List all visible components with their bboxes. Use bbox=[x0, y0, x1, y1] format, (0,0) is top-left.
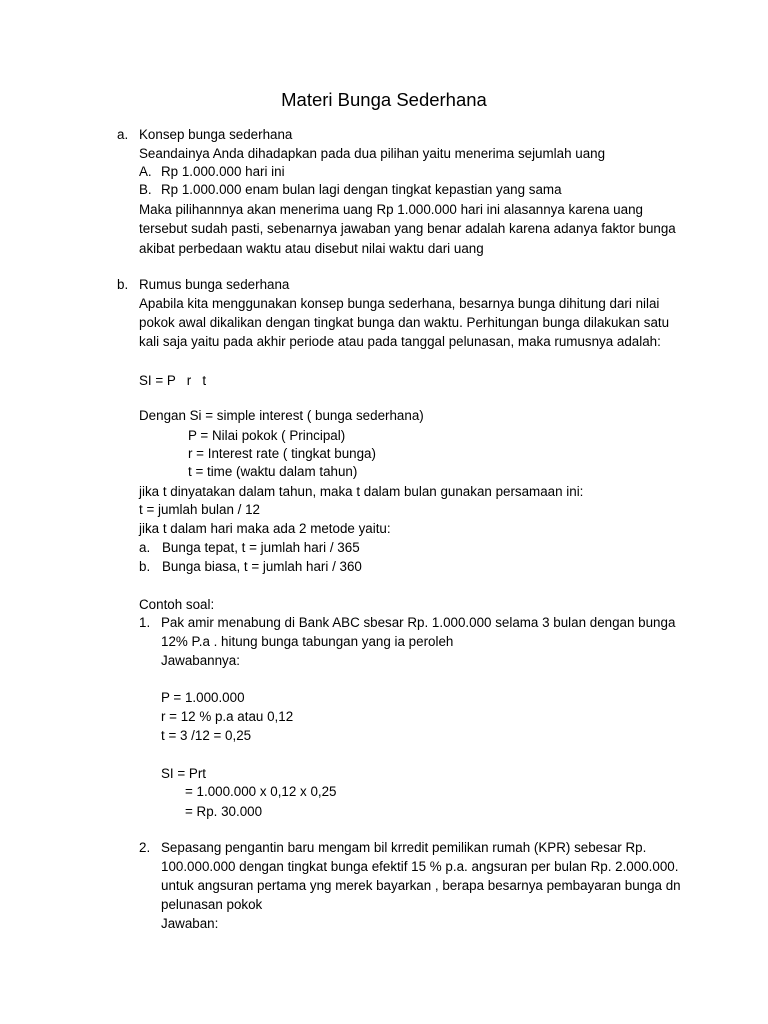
example-2-line: pelunasan pokok bbox=[161, 897, 263, 912]
method-a-text: Bunga tepat, t = jumlah hari / 365 bbox=[162, 540, 360, 555]
section-a-paragraph-line: tersebut sudah pasti, sebenarnya jawaban yang benar adalah karena adanya faktor bunga bbox=[139, 221, 676, 236]
option-a-text: Rp 1.000.000 hari ini bbox=[161, 164, 285, 179]
definition-t: t = time (waktu dalam tahun) bbox=[188, 464, 358, 479]
example-2-line: untuk angsuran pertama yng merek bayarkan , berapa besarnya pembayaran bunga dn bbox=[161, 878, 681, 893]
example-2-line: Sepasang pengantin baru mengam bil krredit pemilikan rumah (KPR) sebesar Rp. bbox=[161, 840, 647, 855]
option-a-marker: A. bbox=[139, 164, 152, 179]
calc-result: = Rp. 30.000 bbox=[185, 804, 263, 819]
definition-p: P = Nilai pokok ( Principal) bbox=[188, 428, 346, 443]
section-a-intro: Seandainya Anda dihadapkan pada dua pilihan yaitu menerima sejumlah uang bbox=[139, 146, 606, 161]
method-a-marker: a. bbox=[139, 540, 151, 555]
formula: SI = P r t bbox=[139, 373, 207, 388]
example-1-answer-label: Jawabannya: bbox=[161, 653, 240, 668]
section-b-paragraph-line: pokok awal dikalikan dengan tingkat bunga dan waktu. Perhitungan bunga dilakukan satu bbox=[139, 315, 670, 330]
given-t: t = 3 /12 = 0,25 bbox=[161, 728, 252, 743]
method-b-text: Bunga biasa, t = jumlah hari / 360 bbox=[162, 559, 362, 574]
section-a-heading: Konsep bunga sederhana bbox=[139, 127, 293, 142]
months-note: jika t dinyatakan dalam tahun, maka t dalam bulan gunakan persamaan ini: bbox=[139, 484, 584, 499]
section-b-heading: Rumus bunga sederhana bbox=[139, 277, 290, 292]
option-b-marker: B. bbox=[139, 182, 152, 197]
definition-si: Dengan Si = simple interest ( bunga sederhana) bbox=[139, 408, 424, 423]
method-b-marker: b. bbox=[139, 559, 151, 574]
section-a-paragraph-line: Maka pilihannnya akan menerima uang Rp 1.000.000 hari ini alasannya karena uang bbox=[139, 202, 643, 217]
example-1-marker: 1. bbox=[139, 615, 151, 630]
given-r: r = 12 % p.a atau 0,12 bbox=[161, 709, 294, 724]
section-a-marker: a. bbox=[117, 127, 129, 142]
days-note: jika t dalam hari maka ada 2 metode yaitu: bbox=[139, 521, 391, 536]
section-b-paragraph-line: Apabila kita menggunakan konsep bunga sederhana, besarnya bunga dihitung dari nilai bbox=[139, 296, 660, 311]
option-b-text: Rp 1.000.000 enam bulan lagi dengan tingkat kepastian yang sama bbox=[161, 182, 562, 197]
section-a-paragraph-line: akibat perbedaan waktu atau disebut nilai waktu dari uang bbox=[139, 241, 484, 256]
section-b-paragraph-line: kali saja yaitu pada akhir periode atau pada tanggal pelunasan, maka rumusnya adalah: bbox=[139, 334, 661, 349]
example-1-line: 12% P.a . hitung bunga tabungan yang ia peroleh bbox=[161, 634, 454, 649]
calc-step: = 1.000.000 x 0,12 x 0,25 bbox=[185, 784, 337, 799]
definition-r: r = Interest rate ( tingkat bunga) bbox=[188, 446, 376, 461]
given-p: P = 1.000.000 bbox=[161, 690, 245, 705]
page-title: Materi Bunga Sederhana bbox=[281, 89, 487, 110]
section-b-marker: b. bbox=[117, 277, 129, 292]
calc-formula: SI = Prt bbox=[161, 766, 207, 781]
months-formula: t = jumlah bulan / 12 bbox=[139, 502, 260, 517]
example-1-line: Pak amir menabung di Bank ABC sbesar Rp. 1.000.000 selama 3 bulan dengan bunga bbox=[161, 615, 676, 630]
example-2-line: 100.000.000 dengan tingkat bunga efektif 15 % p.a. angsuran per bulan Rp. 2.000.000. bbox=[161, 859, 679, 874]
example-2-answer-label: Jawaban: bbox=[161, 916, 219, 931]
examples-heading: Contoh soal: bbox=[139, 597, 215, 612]
example-2-marker: 2. bbox=[139, 840, 151, 855]
